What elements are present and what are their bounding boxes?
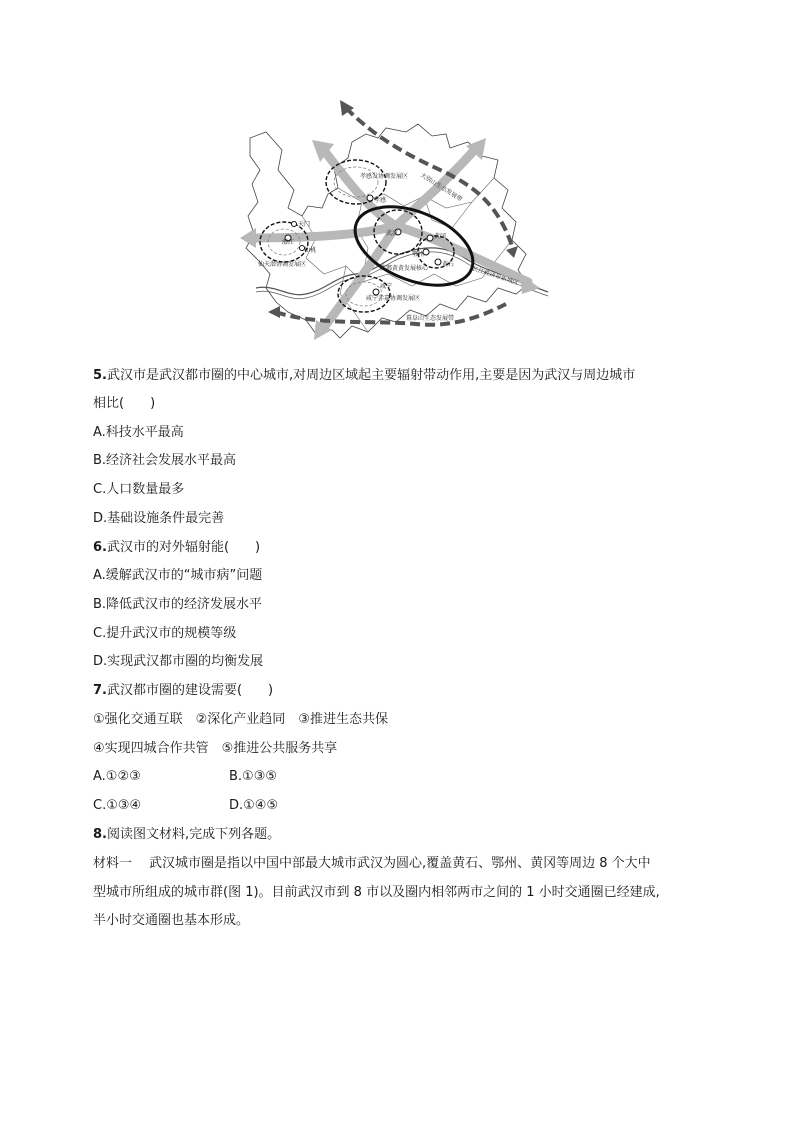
q6-number: 6. <box>93 540 107 555</box>
label-xianning-zone: 咸宁赤嘉协调发展区 <box>366 295 421 302</box>
label-huanggang: 黄冈 <box>434 233 447 240</box>
q7-option-d: D.①④⑤ <box>229 798 279 813</box>
dashed-belt-arrowheads <box>268 100 518 318</box>
q7-stem <box>93 682 273 700</box>
map-svg <box>236 98 558 356</box>
q8-material-line1 <box>93 855 651 873</box>
q7-options-row2 <box>93 797 278 815</box>
q8-number: 8. <box>93 827 107 842</box>
q8-stem-text: 阅读图文材料,完成下列各题。 <box>106 827 281 842</box>
label-mufu-belt: 幕阜山生态发展带 <box>406 315 455 322</box>
q5-option-c: C.人口数量最多 <box>93 482 185 497</box>
q8-stem <box>93 826 280 844</box>
q6-stem <box>93 539 260 557</box>
label-xiantao: 仙桃 <box>304 247 317 254</box>
q5-option-a: A.科技水平最高 <box>93 425 184 440</box>
q6-stem-text: 武汉市的对外辐射能( ) <box>106 540 261 555</box>
label-xiaogan: 孝感 <box>374 197 387 204</box>
label-huangshi: 黄石 <box>442 261 455 268</box>
q6-option-d: D.实现武汉都市圈的均衡发展 <box>93 654 264 669</box>
label-xianning: 咸宁 <box>380 283 393 290</box>
label-qianjiang: 潜江 <box>282 239 295 246</box>
q8-material-label: 材料一 <box>93 856 133 871</box>
q5-number: 5. <box>93 368 107 383</box>
q7-option-b: B.①③⑤ <box>229 769 278 784</box>
q6-option-b: B.降低武汉市的经济发展水平 <box>93 597 263 612</box>
wuhan-metro-map <box>236 98 558 356</box>
label-wuhan: 武汉 <box>386 230 399 237</box>
q6-option-c: C.提升武汉市的规模等级 <box>93 626 237 641</box>
label-dabie-belt: 大别山生态发展带 <box>418 171 464 204</box>
q7-stem-text: 武汉都市圈的建设需要( ) <box>106 683 274 698</box>
q8-material-text1: 武汉城市圈是指以中国中部最大城市武汉为圆心,覆盖黄石、鄂州、黄冈等周边 8 个大中 <box>149 856 651 871</box>
label-xiaogan-zone: 孝感发协调发展区 <box>360 173 409 180</box>
q8-material-line3: 半小时交通圈也基本形成。 <box>93 913 250 928</box>
q7-option-c: C.①③④ <box>93 798 142 813</box>
q7-options-row1 <box>93 768 277 786</box>
q7-option-a: A.①②③ <box>93 769 141 784</box>
q7-items-line1: ①强化交通互联 ②深化产业趋同 ③推进生态共保 <box>93 712 388 727</box>
q8-material-line2: 型城市所组成的城市群(图 1)。目前武汉市到 8 市以及圈内相邻两市之间的 1 小时交通圈已经建成, <box>93 885 660 900</box>
q5-option-d: D.基础设施条件最完善 <box>93 511 225 526</box>
q7-number: 7. <box>93 683 107 698</box>
label-xianmian-zone: 仙天潜协调发展区 <box>258 261 307 268</box>
label-tianmen: 天门 <box>298 221 311 228</box>
q5-stem-text: 武汉市是武汉都市圈的中心城市,对周边区域起主要辐射带动作用,主要是因为武汉与周边城市 <box>106 368 636 383</box>
q7-items-line2: ④实现四城合作共管 ⑤推进公共服务共享 <box>93 741 338 756</box>
label-ezhou: 鄂州 <box>412 251 425 258</box>
q5-stem-line2: 相比( ) <box>93 396 156 411</box>
q5-option-b: B.经济社会发展水平最高 <box>93 453 237 468</box>
q6-option-a: A.缓解武汉市的“城市病”问题 <box>93 568 263 583</box>
q5-stem-line1 <box>93 367 635 385</box>
label-changjiang-belt: 长江经济带新城区 <box>471 265 520 287</box>
label-wuezhou-zone: 武鄂黄黄发展核心 <box>380 265 429 272</box>
